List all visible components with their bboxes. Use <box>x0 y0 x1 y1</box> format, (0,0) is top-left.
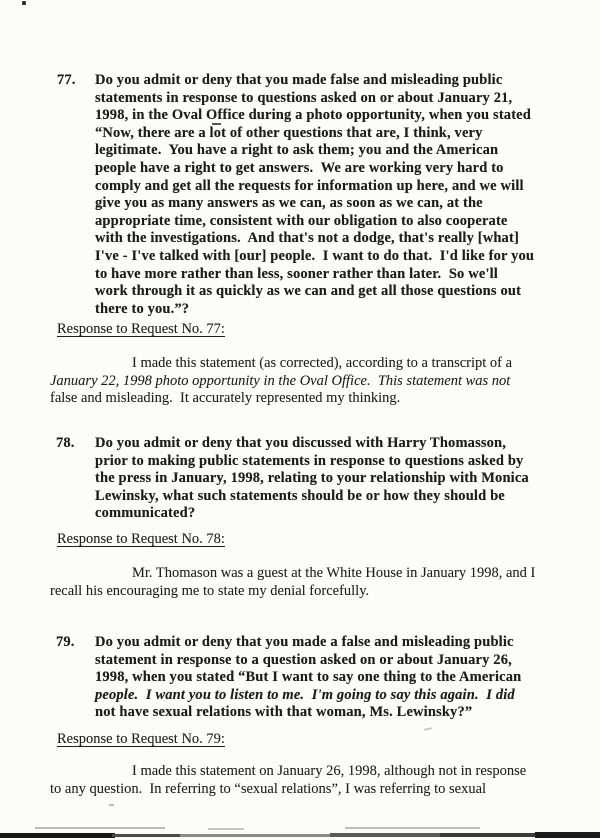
scan-edge-streak <box>345 827 480 829</box>
text-line: “Now, there are a lot of other questions that are, I think, very <box>95 124 483 141</box>
response-78-text <box>50 565 580 600</box>
scan-artifact <box>109 804 114 806</box>
text-line: comply and get all the requests for information up here, and we will <box>95 177 524 194</box>
scan-edge-bar <box>0 833 115 838</box>
text-line: the press in January, 1998, relating to your relationship with Monica <box>95 470 529 487</box>
text-line: not have sexual relations with that woman, Ms. Lewinsky?” <box>95 704 473 721</box>
response-77-text <box>50 355 580 408</box>
response-79-text <box>50 763 580 798</box>
scan-edge-bar <box>535 832 600 838</box>
text-line: communicated? <box>95 505 196 522</box>
text-line: to any question. In referring to “sexual relations”, I was referring to sexual <box>50 780 487 797</box>
text-line: Do you admit or deny that you made a false and misleading public <box>95 634 514 650</box>
question-79-number: 79. <box>56 634 75 650</box>
response-78-heading: Response to Request No. 78: <box>57 531 225 547</box>
text-line: there to you.”? <box>95 300 190 317</box>
text-line: work through it as quickly as we can and get all those questions out <box>95 283 522 300</box>
text-line: 1998, in the Oval Office during a photo opportunity, when you stated <box>95 107 531 124</box>
scan-artifact <box>424 727 432 731</box>
question-77-text <box>95 72 585 318</box>
scan-artifact <box>22 1 26 5</box>
question-78-number: 78. <box>56 435 75 451</box>
text-line: people have a right to get answers. We are working very hard to <box>95 159 504 176</box>
response-79-heading: Response to Request No. 79: <box>57 731 225 747</box>
scan-edge-bar <box>180 834 330 837</box>
scan-edge-streak <box>35 827 165 829</box>
text-line: Mr. Thomason was a guest at the White House in January 1998, and I <box>132 565 536 581</box>
text-line: statement in response to a question asked on or about January 26, <box>95 651 512 668</box>
text-line: false and misleading. It accurately represented my thinking. <box>50 390 401 407</box>
text-line: I made this statement (as corrected), according to a transcript of a <box>132 355 513 371</box>
question-78-text <box>95 435 585 523</box>
scan-edge-bar <box>112 834 182 837</box>
text-line: with the investigations. And that's not a dodge, that's really [what] <box>95 230 519 247</box>
text-line: prior to making public statements in response to questions asked by <box>95 452 524 469</box>
response-77-heading: Response to Request No. 77: <box>57 321 225 337</box>
text-line: give you as many answers as we can, as soon as we can, at the <box>95 195 483 212</box>
text-line: Do you admit or deny that you discussed with Harry Thomasson, <box>95 435 507 451</box>
scan-artifact <box>212 123 221 125</box>
question-79-text <box>95 634 585 722</box>
text-line: I've - I've talked with [our] people. I want to do that. I'd like for you <box>95 247 535 264</box>
text-line: appropriate time, consistent with our obligation to also cooperate <box>95 212 508 229</box>
text-line: January 22, 1998 photo opportunity in the Oval Office. This statement was not <box>50 372 511 389</box>
text-line: statements in response to questions asked on or about January 21, <box>95 89 513 106</box>
text-line: legitimate. You have a right to ask them; you and the American <box>95 142 499 159</box>
text-line: to have more rather than less, sooner rather than later. So we'll <box>95 265 498 282</box>
text-line: Do you admit or deny that you made false and misleading public <box>95 72 503 88</box>
question-77-number: 77. <box>57 72 76 88</box>
text-line: recall his encouraging me to state my denial forcefully. <box>50 582 370 599</box>
text-line: Lewinsky, what such statements should be or how they should be <box>95 487 505 504</box>
text-line: I made this statement on January 26, 1998, although not in response <box>132 763 527 779</box>
scan-edge-streak <box>208 828 244 830</box>
scan-edge-bar <box>330 833 445 837</box>
text-line: 1998, when you stated “But I want to say one thing to the American <box>95 669 522 686</box>
scan-edge-bar <box>440 833 540 837</box>
text-line: people. I want you to listen to me. I'm going to say this again. I did <box>95 686 515 703</box>
